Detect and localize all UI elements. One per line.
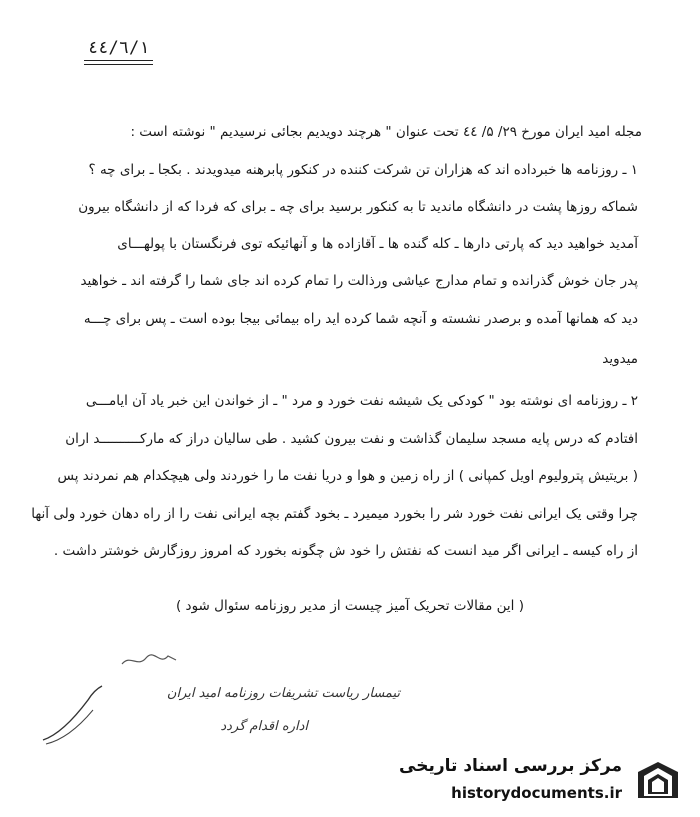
closing-note: ( این مقالات تحریک آمیز چیست از مدیر روزنامه سئوال شود ) [176, 598, 524, 614]
text-line: پدر جان خوش گذرانده و تمام مدارج عیاشی ورذالت را تمام کرده اند جای شما را گرفته اند ـ خواهید [80, 273, 638, 289]
document-number: ٤٤/٦/١ [88, 38, 150, 58]
text-line: ( بریتیش پترولیوم اویل کمپانی ) از راه زمین و هوا و دریا نفت ما را خوردند ولی هیچکدام هم نمردند پس [57, 468, 638, 484]
watermark-url: historydocuments.ir [451, 784, 622, 802]
handwritten-signature [38, 680, 108, 750]
text-line: چرا وقتی یک ایرانی نفت خورد شر را بخورد میمیرد ـ بخود گفتم بچه ایرانی نفت را از راه دهان خورد ولی آنها [31, 506, 638, 522]
archive-watermark [399, 752, 692, 812]
text-line: ۲ ـ روزنامه ای نوشته بود " کودکی یک شیشه نفت خورد و مرد " ـ از خواندن این خبر یاد آن ایامـــی [85, 393, 638, 409]
handwritten-note-2: اداره اقدام گردد [220, 719, 308, 734]
text-line: میدوید [602, 351, 638, 367]
text-line: مجله امید ایران مورخ ۲۹/ ۵/ ٤٤ تحت عنوان " هرچند دویدیم بجائی نرسیدیم " نوشته است : [130, 124, 642, 140]
text-line: دید که همانها آمده و برصدر نشسته و آنچه شما کرده اید راه بیمائی بیجا بوده است ـ پس برای چـــه [83, 311, 638, 327]
text-line: آمدید خواهید دید که پارتی دارها ـ کله گنده ها ـ آقازاده ها و آنهائیکه توی فرنگستان با پولهـــای [117, 236, 638, 252]
text-line: ۱ ـ روزنامه ها خبرداده اند که هزاران تن شرکت کننده در کنکور پابرهنه میدویدند . بکجا ـ برای چه ؟ [88, 162, 638, 178]
text-line: شماکه روزها پشت در دانشگاه ماندید تا به کنکور برسید برای چه ـ برای که فردا که از دانشگاه بیرون [78, 199, 638, 215]
archive-logo-icon [630, 754, 686, 810]
handwritten-mark [120, 650, 180, 672]
text-line: از راه کیسه ـ ایرانی اگر مید انست که نفتش را خود ش چگونه بخورد که امروز روزگارش خوشتر داشت . [53, 543, 638, 559]
text-line: افتادم که درس پایه مسجد سلیمان گذاشت و نفت بیرون کشید . طی سالیان دراز که مارکــــــــــد اران [65, 431, 638, 447]
watermark-title: مرکز بررسی اسناد تاریخی [399, 756, 622, 776]
handwritten-note-1: تیمسار ریاست تشریفات روزنامه امید ایران [166, 686, 400, 701]
